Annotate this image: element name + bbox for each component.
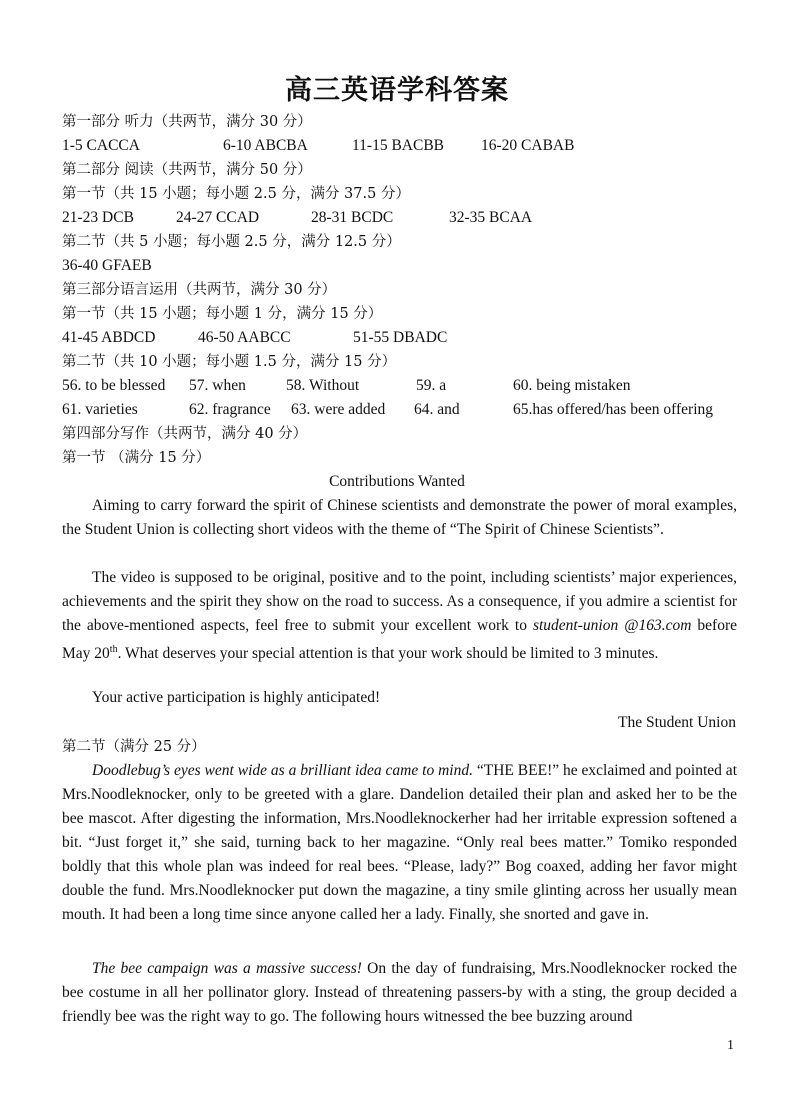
part3-section1-heading: 第一节（共 15 小题；每小题 1 分，满分 15 分） bbox=[62, 306, 383, 322]
page-number: 1 bbox=[727, 1038, 734, 1053]
essay-paragraph bbox=[62, 686, 737, 710]
answer-group: 51-55 DBADC bbox=[353, 329, 448, 346]
answer-item: 60. being mistaken bbox=[513, 377, 631, 394]
essay-paragraph-text: The video is supposed to be original, positive and to the point, including scientists’ major experiences, achievements and the spirit they show on the road to success. As a consequence, if you admire a scientist for the above-mentioned aspects, feel free to submit your excellent work to bbox=[62, 569, 737, 634]
answer-group: 41-45 ABDCD bbox=[62, 329, 156, 346]
essay-paragraph-text: before May 20 bbox=[62, 617, 738, 663]
ordinal-suffix: th bbox=[109, 644, 118, 655]
answer-item: 62. fragrance bbox=[189, 401, 271, 418]
story-opening-sentence: The bee campaign was a massive success! bbox=[92, 960, 362, 977]
answer-item: 64. and bbox=[414, 401, 460, 418]
story-opening-sentence: Doodlebug’s eyes went wide as a brilliant idea came to mind. bbox=[92, 762, 473, 779]
answer-item: 61. varieties bbox=[62, 401, 138, 418]
essay-paragraph-text: Your active participation is highly anticipated! bbox=[92, 689, 381, 706]
part3-section2-heading: 第二节（共 10 小题；每小题 1.5 分，满分 15 分） bbox=[62, 354, 397, 370]
answer-group: 1-5 CACCA bbox=[62, 137, 140, 154]
story-paragraph bbox=[62, 957, 737, 1029]
answer-group: 21-23 DCB bbox=[62, 209, 134, 226]
part1-heading: 第一部分 听力（共两节，满分 30 分） bbox=[62, 114, 312, 130]
essay-paragraph bbox=[62, 494, 737, 542]
answer-group: 11-15 BACBB bbox=[352, 137, 445, 154]
answer-group: 16-20 CABAB bbox=[481, 137, 575, 154]
part2-heading: 第二部分 阅读（共两节，满分 50 分） bbox=[62, 162, 312, 178]
part2-section2-answers: 36-40 GFAEB bbox=[62, 257, 152, 274]
answer-item: 59. a bbox=[416, 377, 447, 394]
part4-heading: 第四部分写作（共两节，满分 40 分） bbox=[62, 426, 308, 442]
part2-section2-heading: 第二节（共 5 小题；每小题 2.5 分，满分 12.5 分） bbox=[62, 234, 401, 250]
page-title: 高三英语学科答案 bbox=[285, 75, 509, 106]
answer-group: 32-35 BCAA bbox=[449, 209, 533, 226]
story-paragraph-text: On the day of fundraising, Mrs.Noodleknocker rocked the bee costume in all her pollinator glory. Instead of threatening passers-by with a sting, the group decided a friendly bee was the right way to go. The following hours witnessed the bee buzzing around bbox=[62, 960, 737, 1025]
answer-group: 24-27 CCAD bbox=[176, 209, 260, 226]
story-paragraph-text: “THE BEE!” he exclaimed and pointed at Mrs.Noodleknocker, only to be greeted with a glare. Dandelion detailed their plan and asked her to be the bee mascot. After digesting the information, Mrs.Noodleknockerher had her irritable expression softened a bit. “Just forget it,” she said, turning back to her magazine. “Only real bees matter.” Tomiko responded boldly that this whole plan was indeed for real bees. “Please, lady?” Bog coaxed, adding her favor might double the fund. Mrs.Noodleknocker put down the magazine, a tiny smile glinting across her usually mean mouth. It had been a long time since anyone called her a lady. Finally, she snorted and gave in. bbox=[62, 762, 737, 923]
essay-title: Contributions Wanted bbox=[329, 473, 465, 490]
essay-signature: The Student Union bbox=[618, 714, 736, 731]
essay-paragraph-text: Aiming to carry forward the spirit of Chinese scientists and demonstrate the power of moral examples, the Student Union is collecting short videos with the theme of “The Spirit of Chinese Scientists”. bbox=[62, 497, 737, 538]
answer-item: 56. to be blessed bbox=[62, 377, 166, 394]
answer-group: 28-31 BCDC bbox=[311, 209, 394, 226]
answer-item: 65.has offered/has been offering bbox=[513, 401, 713, 418]
answer-group: 6-10 ABCBA bbox=[223, 137, 308, 154]
part4-section2-heading: 第二节（满分 25 分） bbox=[62, 739, 206, 755]
email-address: student-union @163.com bbox=[532, 617, 692, 634]
essay-paragraph-text: . What deserves your special attention is that your work should be limited to 3 minutes. bbox=[117, 645, 659, 663]
essay-paragraph bbox=[62, 566, 737, 666]
part4-section1-heading: 第一节 （满分 15 分） bbox=[62, 450, 211, 466]
part3-heading: 第三部分语言运用（共两节，满分 30 分） bbox=[62, 282, 337, 298]
answer-item: 57. when bbox=[189, 377, 246, 394]
part2-section1-heading: 第一节（共 15 小题；每小题 2.5 分，满分 37.5 分） bbox=[62, 186, 410, 202]
answer-item: 58. Without bbox=[286, 377, 360, 394]
answer-item: 63. were added bbox=[291, 401, 386, 418]
story-paragraph bbox=[62, 759, 737, 927]
answer-group: 46-50 AABCC bbox=[198, 329, 291, 346]
